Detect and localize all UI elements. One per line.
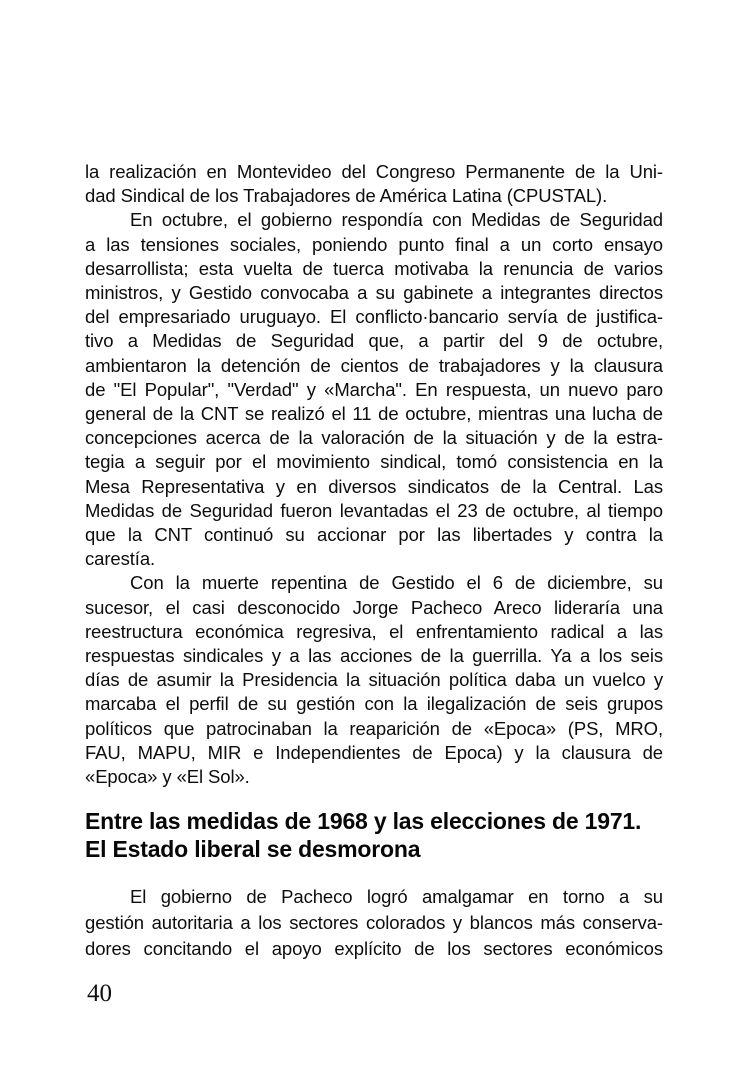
body-text (85, 160, 663, 789)
text-line: carestía. (85, 548, 156, 570)
text-line: concepciones acerca de la valoración de la situación y de la estra- (85, 427, 663, 449)
text-line: dad Sindical de los Trabajadores de América Latina (CPUSTAL). (85, 185, 608, 207)
text-line: días de asumir la Presidencia la situación política daba un vuelco y (85, 669, 663, 691)
text-line: Medidas de Seguridad fueron levantadas el 23 de octubre, al tiempo (85, 499, 663, 521)
text-line: desarrollista; esta vuelta de tuerca motivaba la renuncia de varios (85, 257, 663, 279)
page-number: 40 (87, 980, 112, 1007)
text-line: gestión autoritaria a los sectores colorados y blancos más conserva- (85, 912, 663, 933)
text-line: sucesor, el casi desconocido Jorge Pacheco Areco lideraría una (85, 596, 663, 618)
text-line: En octubre, el gobierno respondía con Medidas de Seguridad (130, 209, 663, 231)
text-line: general de la CNT se realizó el 11 de octubre, mientras una lucha de (85, 403, 663, 425)
text-line: Mesa Representativa y en diversos sindicatos de la Central. Las (85, 475, 663, 497)
text-line: FAU, MAPU, MIR e Independientes de Epoca) y la clausura de (85, 741, 663, 763)
text-line: políticos que patrocinaban la reaparición de «Epoca» (PS, MRO, (85, 717, 663, 739)
text-line: a las tensiones sociales, poniendo punto final a un corto ensayo (85, 233, 663, 255)
section-heading-line: El Estado liberal se desmorona (85, 836, 421, 862)
text-line: marcaba el perfil de su gestión con la ilegalización de seis grupos (85, 693, 663, 715)
text-line: Con la muerte repentina de Gestido el 6 de diciembre, su (130, 572, 663, 594)
text-line: tegia a seguir por el movimiento sindical, tomó consistencia en la (85, 451, 663, 473)
text-line: «Epoca» y «El Sol». (85, 766, 250, 788)
text-line: respuestas sindicales y a las acciones de la guerrilla. Ya a los seis (85, 645, 663, 667)
text-line: dores concitando el apoyo explícito de los sectores económicos (85, 938, 663, 959)
text-line: El gobierno de Pacheco logró amalgamar en torno a su (130, 886, 663, 907)
text-line: que la CNT continuó su accionar por las libertades y contra la (85, 524, 663, 546)
section-heading-line: Entre las medidas de 1968 y las elecciones de 1971. (85, 808, 642, 834)
body-text-after-heading (85, 884, 663, 962)
text-line: de "El Popular", "Verdad" y «Marcha". En respuesta, un nuevo paro (85, 378, 663, 400)
text-line: del empresariado uruguayo. El conflicto·bancario servía de justifica- (85, 306, 663, 328)
text-line: tivo a Medidas de Seguridad que, a partir del 9 de octubre, (85, 330, 663, 352)
text-line: reestructura económica regresiva, el enfrentamiento radical a las (85, 620, 663, 642)
text-line: la realización en Montevideo del Congreso Permanente de la Uni- (85, 161, 663, 182)
section-heading (85, 807, 675, 863)
text-line: ambientaron la detención de cientos de trabajadores y la clausura (85, 354, 663, 376)
text-line: ministros, y Gestido convocaba a su gabinete a integrantes directos (85, 282, 663, 304)
